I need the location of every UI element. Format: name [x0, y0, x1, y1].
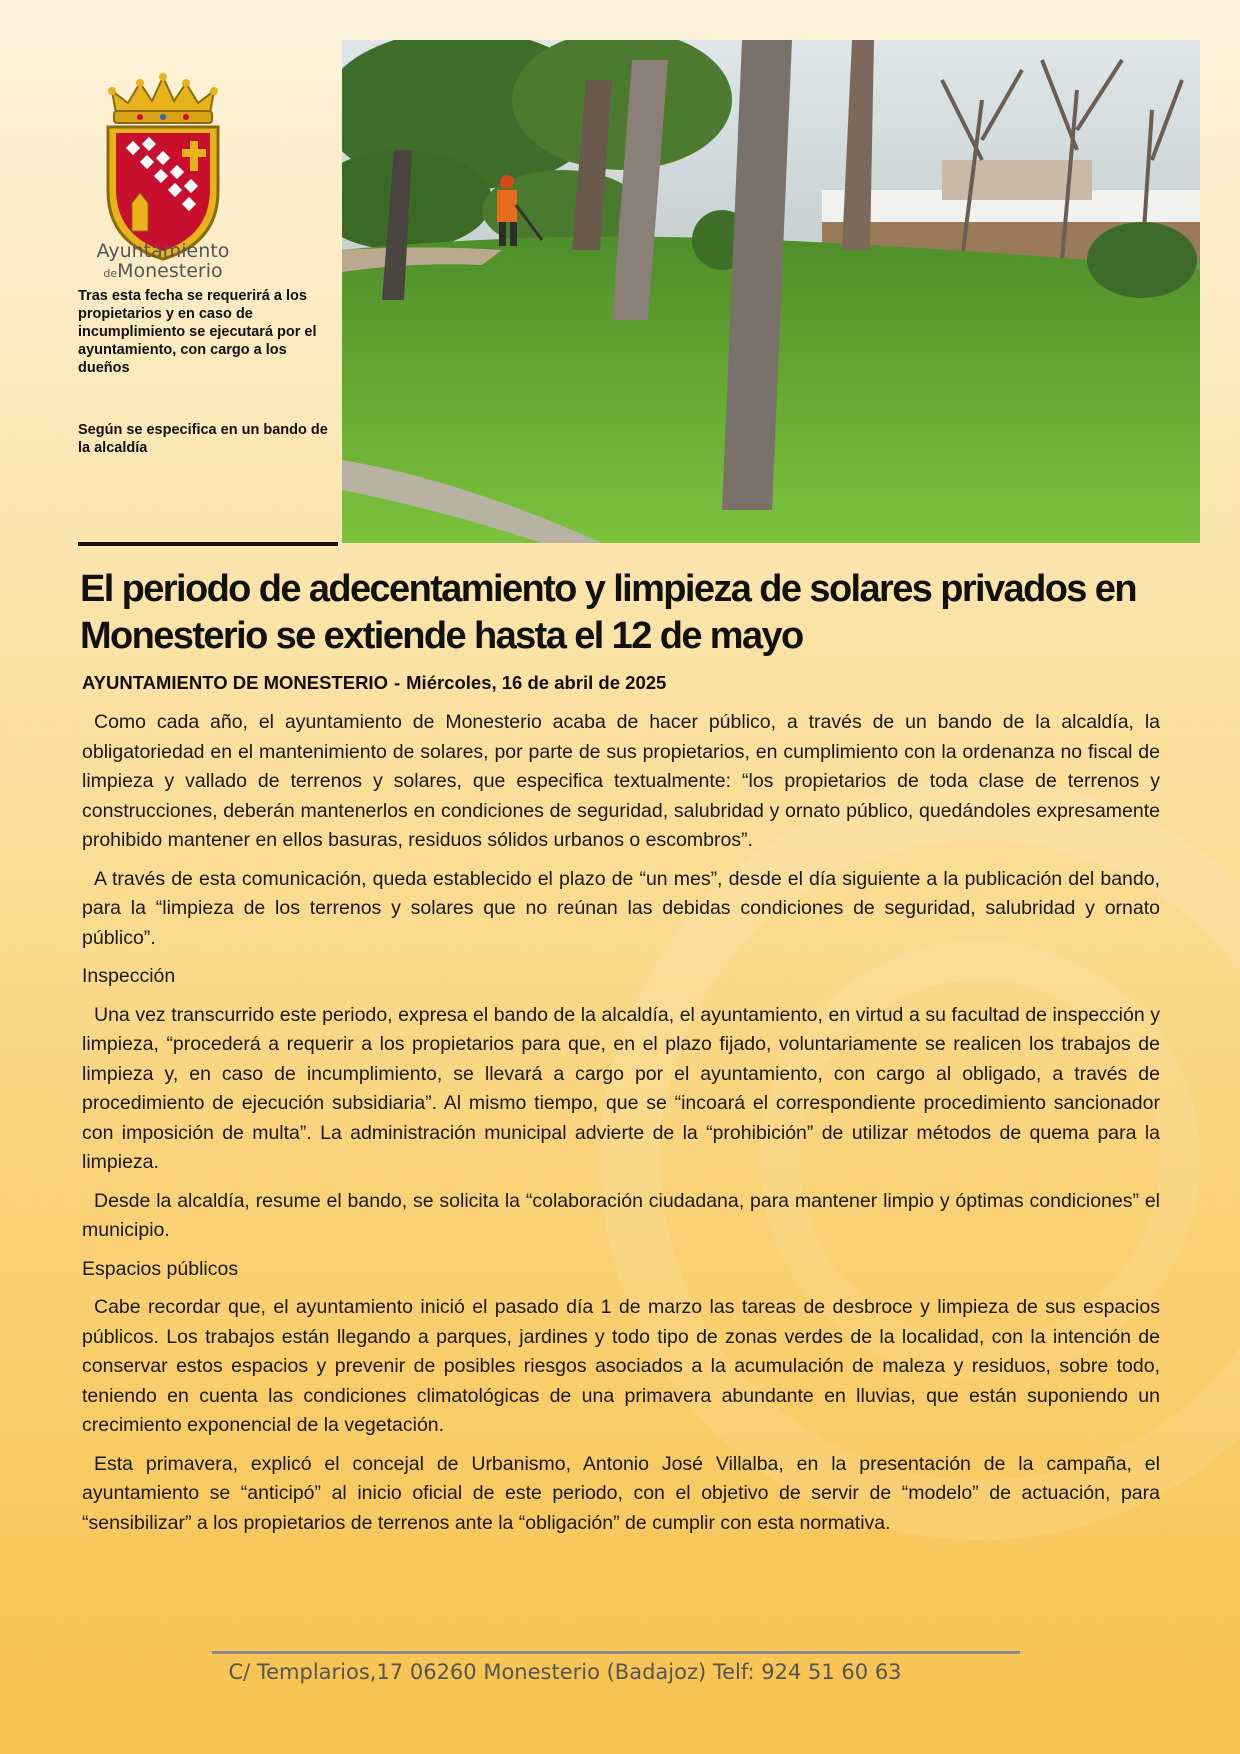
park-photo [342, 40, 1200, 543]
section-heading-inspeccion: Inspección [82, 965, 176, 987]
byline-separator: - [393, 672, 401, 693]
sidebar-note-source: Según se especifica en un bando de la alcaldía [78, 422, 328, 456]
footer-address: C/ Templarios,17 06260 Monesterio (Badajoz) Telf: 924 51 60 63 [228, 1660, 902, 1684]
section-divider [78, 542, 338, 546]
article-byline [82, 672, 666, 694]
crown-icon [108, 73, 218, 123]
sidebar-note-requirement: Tras esta fecha se requerirá a los propietarios y en caso de incumplimiento se ejecutará por el ayuntamiento, con cargo a los dueños [78, 288, 317, 376]
article-body [82, 708, 1160, 1547]
article-paragraph: A través de esta comunicación, queda establecido el plazo de “un mes”, desde el día siguiente a la publicación del bando, para la “limpieza de los terrenos y solares que no reúnan las debidas condiciones de seguridad, salubridad y ornato público”. [82, 867, 1160, 949]
logo-caption-ayuntamiento: Ayuntamiento [96, 240, 230, 262]
article-paragraph: Cabe recordar que, el ayuntamiento inició el pasado día 1 de marzo las tareas de desbroce y limpieza de sus espacios públicos. Los trabajos están llegando a parques, jardines y todo tipo de zonas verdes de la localidad, con la intención de conservar estos espacios y prevenir de posibles riesgos asociados a la acumulación de maleza y residuos, sobre todo, teniendo en cuenta las condiciones climatológicas de una primavera abundante en lluvias, que están suponiendo un crecimiento exponencial de la vegetación. [82, 1296, 1160, 1436]
article-paragraph: Esta primavera, explicó el concejal de Urbanismo, Antonio José Villalba, en la presentación de la campaña, el ayuntamiento se “anticipó” al inicio oficial de este periodo, con el objetivo de servir de “modelo” de actuación, para “sensibilizar” a los propietarios de terrenos ante la “obligación” de cumplir con esta normativa. [82, 1452, 1160, 1534]
byline-date: Miércoles, 16 de abril de 2025 [406, 672, 667, 693]
logo-caption-monesterio: deMonesterio [103, 260, 223, 282]
article-paragraph: Una vez transcurrido este periodo, expresa el bando de la alcaldía, el ayuntamiento, en virtud a su facultad de inspección y limpieza, “procederá a requerir a los propietarios para que, en el plazo fijado, voluntariamente se realicen los trabajos de limpieza y, en caso de incumplimiento, se llevará a cargo por el ayuntamiento, con cargo al obligado, a través de procedimiento de ejecución subsidiaria”. Al mismo tiempo, que se “incoará el correspondiente procedimiento sancionador con imposición de multa”. La administración municipal advierte de la “prohibición” de utilizar métodos de quema para la limpieza. [82, 1003, 1160, 1173]
footer-divider [212, 1651, 1020, 1654]
byline-source: AYUNTAMIENTO DE MONESTERIO [82, 672, 388, 693]
article-paragraph: Como cada año, el ayuntamiento de Monesterio acaba de hacer público, a través de un bando de la alcaldía, la obligatoriedad en el mantenimiento de solares, por parte de sus propietarios, en cumplimiento con la ordenanza no fiscal de limpieza y vallado de terrenos y solares, que especifica textualmente: “los propietarios de toda clase de terrenos y construcciones, deberán mantenerlos en condiciones de seguridad, salubridad y ornato público, quedándoles expresamente prohibido mantener en ellos basuras, residuos sólidos urbanos o escombros”. [82, 711, 1160, 851]
section-heading-espacios-publicos: Espacios públicos [82, 1257, 239, 1280]
article-headline: El periodo de adecentamiento y limpieza de solares privados en Monesterio se extiende hasta el 12 de mayo [80, 568, 1136, 657]
article-paragraph: Desde la alcaldía, resume el bando, se solicita la “colaboración ciudadana, para mantener limpio y óptimas condiciones” el municipio. [82, 1189, 1160, 1241]
